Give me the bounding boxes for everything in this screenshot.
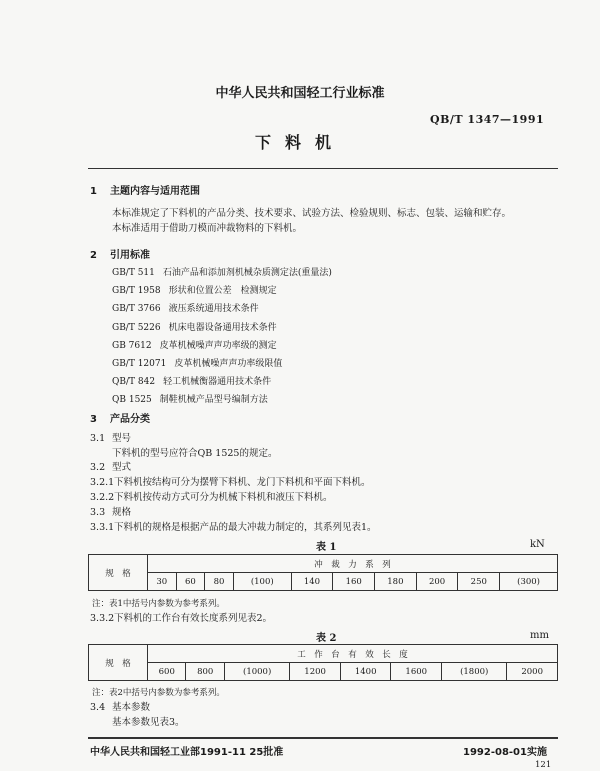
table-1 xyxy=(88,554,558,591)
section-3-4-text: 基本参数见表3。 xyxy=(112,717,185,728)
section-1-heading: 1 主题内容与适用范围 xyxy=(90,186,200,197)
table1-value-cell: 60 xyxy=(176,573,205,591)
table-1-unit: kN xyxy=(530,539,545,550)
standard-item xyxy=(112,282,332,300)
section-3-1-heading: 3.1 型号 xyxy=(90,433,132,444)
referenced-standards-list xyxy=(112,264,332,410)
standard-code-ref: QB/T 842 xyxy=(112,377,156,388)
standard-code-ref: GB/T 1958 xyxy=(112,286,161,297)
section-3-3-1-text: 3.3.1下料机的规格是根据产品的最大冲裁力制定的，其系列见表1。 xyxy=(90,522,377,533)
standard-item xyxy=(112,373,332,391)
table1-value-cell: (100) xyxy=(233,573,291,591)
standard-item xyxy=(112,319,332,337)
section-1-para-1: 本标准规定了下料机的产品分类、技术要求、试验方法、检验规则、标志、包装、运输和贮存。 xyxy=(112,208,512,219)
table-2-unit: mm xyxy=(530,630,549,641)
section-3-4-heading: 3.4 基本参数 xyxy=(90,702,151,713)
table1-value-cell: 250 xyxy=(458,573,500,591)
standard-code-ref: GB/T 12071 xyxy=(112,359,167,370)
table2-value-cell: 1200 xyxy=(290,663,341,681)
standard-code-ref: GB/T 5226 xyxy=(112,322,161,333)
header-rule xyxy=(88,168,558,169)
table-2-group-header: 工 作 台 有 效 长 度 xyxy=(148,645,558,663)
approval-statement: 中华人民共和国轻工业部1991-11 25批准 xyxy=(90,747,284,758)
standard-name: 形状和位置公差 检测规定 xyxy=(168,286,277,297)
section-3-3-heading: 3.3 规格 xyxy=(90,507,132,518)
section-3-2-heading: 3.2 型式 xyxy=(90,462,132,473)
table-2-row-label: 规 格 xyxy=(89,645,148,681)
standard-item xyxy=(112,264,332,282)
table1-value-cell: 180 xyxy=(375,573,417,591)
standard-name: 制鞋机械产品型号编制方法 xyxy=(159,395,268,406)
section-3-2-2-text: 3.2.2下料机按传动方式可分为机械下料机和液压下料机。 xyxy=(90,492,333,503)
table2-value-cell: (1000) xyxy=(224,663,289,681)
standard-name: 轻工机械衡器通用技术条件 xyxy=(163,377,272,388)
page-number: 121 xyxy=(535,760,552,770)
standard-item xyxy=(112,337,332,355)
standard-code-ref: GB 7612 xyxy=(112,340,152,351)
standard-item xyxy=(112,300,332,318)
table2-value-cell: 1600 xyxy=(391,663,442,681)
section-1-para-2: 本标准适用于借助刀模而冲裁物料的下料机。 xyxy=(112,223,303,234)
table1-value-cell: 30 xyxy=(148,573,177,591)
table1-value-cell: (300) xyxy=(500,573,558,591)
section-3-heading: 3 产品分类 xyxy=(90,414,150,425)
standard-name: 液压系统通用技术条件 xyxy=(168,304,259,315)
table1-value-cell: 160 xyxy=(333,573,375,591)
table-2-note: 注：表2中括号内参数为参考系列。 xyxy=(92,688,225,698)
table2-value-cell: 800 xyxy=(186,663,224,681)
standard-code-ref: QB 1525 xyxy=(112,395,152,406)
implementation-date: 1992-08-01实施 xyxy=(463,747,547,758)
section-2-heading: 2 引用标准 xyxy=(90,250,150,261)
table2-value-cell: (1800) xyxy=(442,663,507,681)
table1-value-cell: 200 xyxy=(416,573,458,591)
section-3-2-1-text: 3.2.1下料机按结构可分为摆臂下料机、龙门下料机和平面下料机。 xyxy=(90,477,371,488)
section-3-3-2-text: 3.3.2下料机的工作台有效长度系列见表2。 xyxy=(90,613,273,624)
standard-title: 中华人民共和国轻工行业标准 xyxy=(215,86,385,101)
footer-rule xyxy=(88,737,558,739)
table-1-note: 注：表1中括号内参数为参考系列。 xyxy=(92,599,225,609)
table-2 xyxy=(88,644,558,681)
table2-value-cell: 2000 xyxy=(507,663,558,681)
section-3-1-text: 下料机的型号应符合QB 1525的规定。 xyxy=(112,448,278,459)
table2-value-cell: 1400 xyxy=(340,663,391,681)
standard-code: QB/T 1347—1991 xyxy=(430,113,545,126)
table1-value-cell: 80 xyxy=(205,573,234,591)
standard-name: 石油产品和添加剂机械杂质测定法(重量法) xyxy=(162,268,332,278)
standard-code-ref: GB/T 511 xyxy=(112,268,155,278)
standard-name: 皮革机械噪声声功率级的测定 xyxy=(159,340,277,351)
table-2-caption: 表 2 xyxy=(316,633,337,644)
table-1-row-label: 规 格 xyxy=(89,555,148,591)
standard-name: 机床电器设备通用技术条件 xyxy=(168,322,277,333)
document-title: 下料机 xyxy=(254,133,345,152)
table1-value-cell: 140 xyxy=(291,573,333,591)
standard-item xyxy=(112,355,332,373)
table-1-caption: 表 1 xyxy=(316,542,337,553)
table2-value-cell: 600 xyxy=(148,663,186,681)
standard-name: 皮革机械噪声声功率级限值 xyxy=(174,359,283,370)
standard-item xyxy=(112,391,332,409)
standard-code-ref: GB/T 3766 xyxy=(112,304,161,315)
table-1-group-header: 冲 裁 力 系 列 xyxy=(148,555,558,573)
